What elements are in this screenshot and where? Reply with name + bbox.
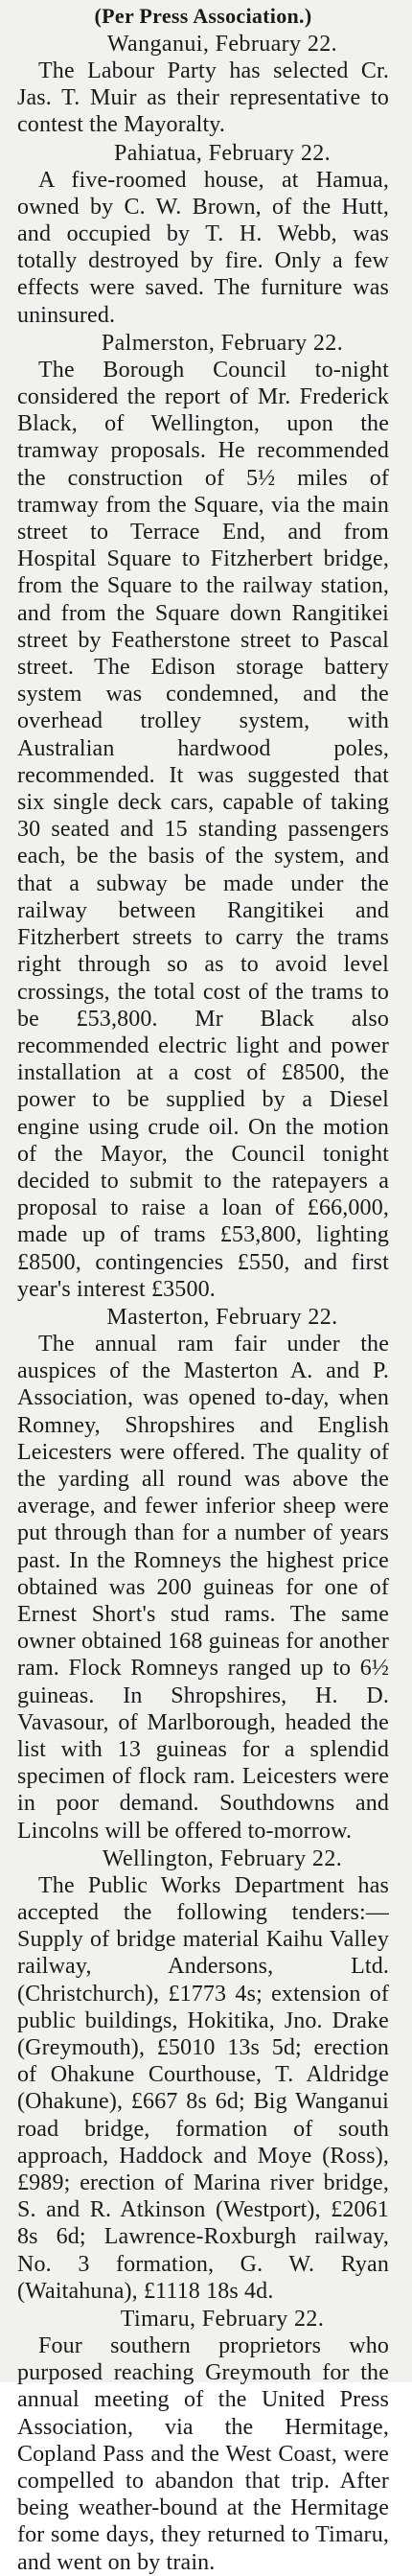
article-body: The Public Works Department has accepted the following tenders:—Supply of bridge material Kaihu Valley railway, Andersons, Ltd. (Christchurch), £1773 4s; extension of public buildings, Hokitika, Jno. Drake (Greymouth), £5010 13s 5d; erection of Ohakune Courthouse, T. Aldridge (Ohakune), £667 8s 6d; Big Wanganui road bridge, formation of south approach, Haddock and Moye (Ross), £989; erection of Marina river bridge, S. and R. Atkinson (Westport), £2061 8s 6d; Lawrence-Roxburgh railway, No. 3 formation, G. W. Ryan (Waitahuna), £1118 18s 4d. — [17, 1872, 389, 2304]
dateline: Wellington, February 22. — [102, 1845, 343, 1871]
article-timaru — [17, 2306, 389, 2576]
article-palmerston — [17, 330, 389, 1303]
agency-heading: (Per Press Association.) — [94, 4, 312, 28]
dateline: Wanganui, February 22. — [106, 32, 338, 57]
article-pahiatua — [17, 140, 389, 329]
article-body: The Borough Council to-night considered the report of Mr. Frederick Black, of Wellington, upon the tramway proposals. He recommended the construction of 5½ miles of tramway from the Square, via the main street to Terrace End, and from Hospital Square to Fitzherbert bridge, from the Square to the railway station, and from the Square down Rangitikei street by Featherstone street to Pascal street. The Edison storage battery system was condemned, and the overhead trolley system, with Australian hardwood poles, recommended. It was suggested that six single deck cars, capable of taking 30 seated and 15 standing passengers each, be the basis of the system, and that a subway be made under the railway between Rangitikei and Fitzherbert streets to carry the trams right through so as to avoid level crossings, the total cost of the trams to be £53,800. Mr Black also recommended electric light and power installation at a cost of £8500, the power to be supplied by a Diesel engine using crude oil. On the motion of the Mayor, the Council tonight decided to submit to the ratepayers a proposal to raise a loan of £66,000, made up of trams £53,800, lighting £8500, contingencies £550, and first year's interest £3500. — [17, 357, 389, 1302]
article-body: Four southern proprietors who purposed reaching Greymouth for the annual meeting of the United Press Association, via the Hermitage, Copland Pass and the West Coast, were compelled to abandon that trip. After being weather-bound at the Hermitage for some days, they returned to Timaru, and went on by train. — [17, 2333, 389, 2575]
article-wanganui — [17, 31, 389, 139]
dateline: Masterton, February 22. — [106, 1304, 338, 1330]
article-body: The annual ram fair under the auspices of the Masterton A. and P. Association, was opened to-day, when Romney, Shropshires and English Leicesters were offered. The quality of the yarding all round was above the average, and fewer inferior sheep were put through than for a number of years past. In the Romneys the highest price obtained was 200 guineas for one of Ernest Short's stud rams. The same owner obtained 168 guineas for another ram. Flock Romneys ranged up to 6½ guineas. In Shropshires, H. D. Vavasour, of Marlborough, headed the list with 13 guineas for a splendid specimen of flock ram. Leicesters were in poor demand. Southdowns and Lincolns will be offered to-morrow. — [17, 1331, 389, 1844]
article-wellington — [17, 1845, 389, 2305]
dateline: Timaru, February 22. — [120, 2307, 325, 2332]
article-body: The Labour Party has selected Cr. Jas. T. Muir as their representative to contest the Mayoralty. — [17, 58, 389, 138]
dateline: Pahiatua, February 22. — [113, 140, 332, 166]
article-masterton — [17, 1304, 389, 1845]
article-body: A five-roomed house, at Hamua, owned by C. W. Brown, of the Hutt, and occupied by T. H. Webb, was totally destroyed by fire. Only a few effects were saved. The furniture was uninsured. — [17, 167, 389, 328]
dateline: Palmerston, February 22. — [101, 330, 344, 356]
